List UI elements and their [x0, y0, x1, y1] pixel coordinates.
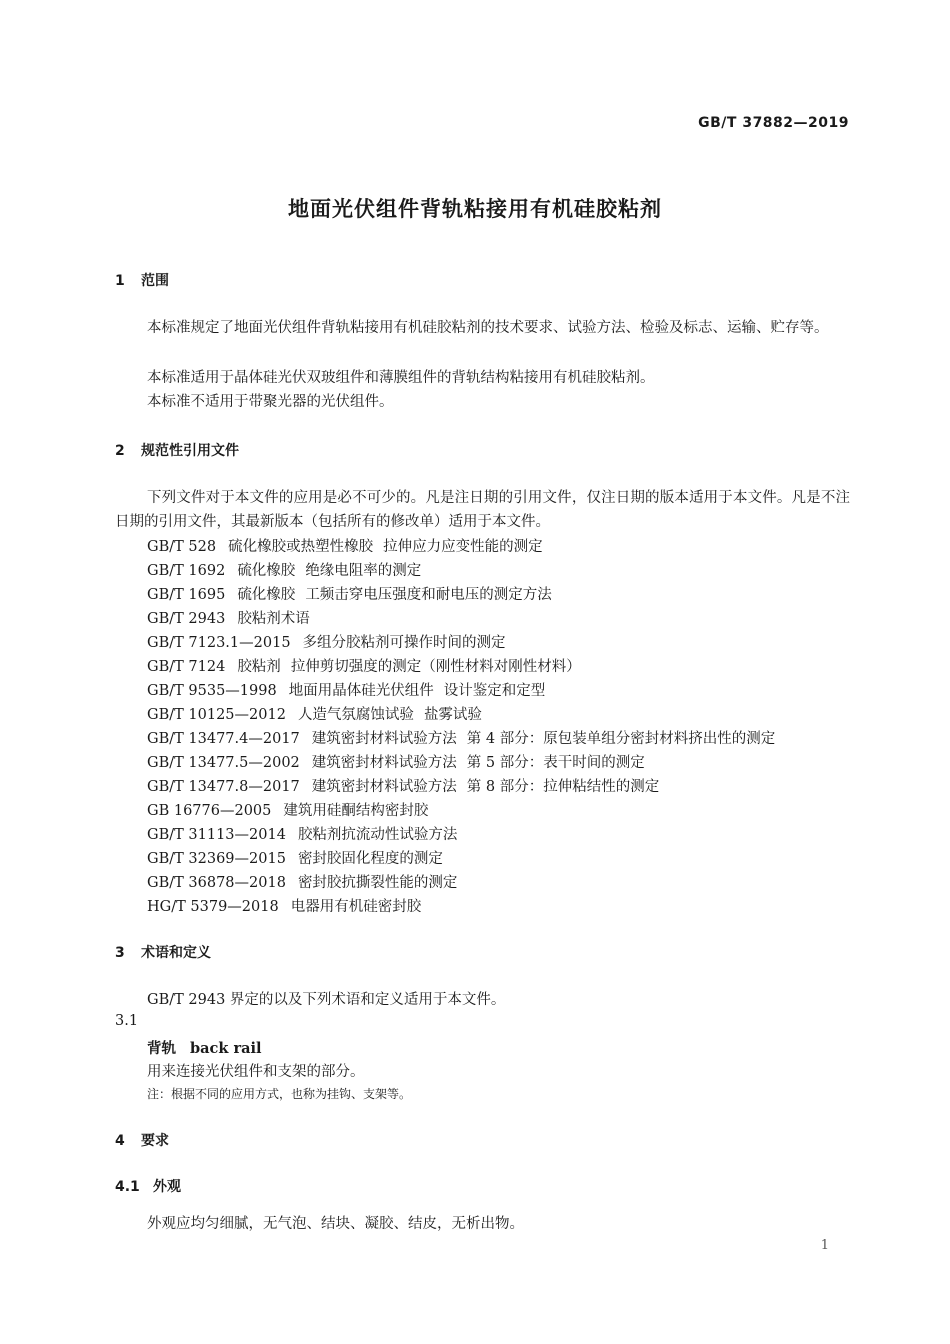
reference-title: 拉伸应力应变性能的测定	[383, 539, 543, 555]
reference-item	[147, 823, 467, 844]
reference-title: 胶粘剂术语	[237, 611, 310, 627]
reference-title: 硫化橡胶或热塑性橡胶	[228, 539, 374, 555]
reference-title: 人造气氛腐蚀试验	[297, 707, 414, 723]
reference-item	[147, 895, 431, 916]
section-title: 范围	[141, 273, 169, 289]
section-heading-requirements	[115, 1130, 169, 1150]
reference-item	[147, 703, 492, 724]
reference-title: 建筑密封材料试验方法	[311, 755, 457, 771]
reference-item	[147, 871, 467, 892]
term-english: back rail	[190, 1040, 262, 1057]
section-number: 2	[115, 443, 125, 459]
term-definition: 用来连接光伏组件和支架的部分。	[147, 1064, 365, 1080]
reference-title: 密封胶固化程度的测定	[297, 851, 443, 867]
reference-code: GB/T 31113—2014	[147, 827, 286, 843]
reference-code: GB/T 36878—2018	[147, 875, 286, 891]
reference-item	[147, 583, 562, 604]
section-heading-references	[115, 440, 239, 460]
section-title: 要求	[141, 1133, 169, 1149]
reference-code: GB/T 528	[147, 539, 217, 555]
standard-number: GB/T 37882—2019	[698, 115, 849, 131]
reference-item	[147, 559, 431, 580]
term-number: 3.1	[115, 1013, 139, 1029]
reference-title: 硫化橡胶	[237, 587, 296, 603]
term-chinese: 背轨	[147, 1041, 176, 1057]
reference-code: GB/T 32369—2015	[147, 851, 286, 867]
reference-title: 盐雾试验	[423, 707, 482, 723]
reference-item	[147, 607, 320, 628]
reference-title: 硫化橡胶	[237, 563, 296, 579]
reference-item	[147, 847, 453, 868]
references-intro: 下列文件对于本文件的应用是必不可少的。凡是注日期的引用文件，仅注日期的版本适用于本文件。凡是不注日期的引用文件，其最新版本（包括所有的修改单）适用于本文件。	[115, 490, 850, 530]
reference-title: 绝缘电阻率的测定	[305, 563, 422, 579]
reference-title: 第 4 部分：原包装单组分密封材料挤出性的测定	[466, 731, 776, 747]
reference-code: GB/T 9535—1998	[147, 683, 277, 699]
subsection-title: 外观	[153, 1179, 181, 1195]
reference-title: 第 8 部分：拉伸粘结性的测定	[466, 779, 660, 795]
reference-code: GB/T 2943	[147, 611, 226, 627]
reference-item	[147, 751, 655, 772]
reference-code: GB/T 10125—2012	[147, 707, 286, 723]
reference-title: 多组分胶粘剂可操作时间的测定	[302, 635, 506, 651]
reference-title: 地面用晶体硅光伏组件	[288, 683, 434, 699]
subsection-number: 4.1	[115, 1179, 140, 1195]
reference-code: GB/T 7124	[147, 659, 226, 675]
reference-code: GB/T 1692	[147, 563, 226, 579]
section-title: 规范性引用文件	[141, 443, 239, 459]
document-title: 地面光伏组件背轨粘接用有机硅胶粘剂	[288, 197, 662, 221]
reference-title: 建筑密封材料试验方法	[311, 779, 457, 795]
reference-code: GB/T 1695	[147, 587, 226, 603]
section-number: 3	[115, 945, 125, 961]
reference-title: 密封胶抗撕裂性能的测定	[297, 875, 458, 891]
term-note: 注：根据不同的应用方式，也称为挂钩、支架等。	[147, 1087, 412, 1101]
reference-code: GB/T 13477.4—2017	[147, 731, 300, 747]
reference-code: GB 16776—2005	[147, 803, 272, 819]
reference-title: 胶粘剂抗流动性试验方法	[297, 827, 458, 843]
scope-paragraph-2: 本标准适用于晶体硅光伏双玻组件和薄膜组件的背轨结构粘接用有机硅胶粘剂。	[147, 370, 655, 386]
section-title: 术语和定义	[141, 945, 211, 961]
section-heading-scope	[115, 270, 169, 290]
reference-title: 设计鉴定和定型	[443, 683, 546, 699]
appearance-text: 外观应均匀细腻，无气泡、结块、凝胶、结皮，无析出物。	[147, 1216, 524, 1232]
reference-title: 工频击穿电压强度和耐电压的测定方法	[305, 587, 552, 603]
reference-code: GB/T 13477.8—2017	[147, 779, 300, 795]
reference-item	[147, 631, 516, 652]
reference-code: GB/T 7123.1—2015	[147, 635, 291, 651]
reference-title: 电器用有机硅密封胶	[290, 899, 422, 915]
term-entry	[147, 1037, 262, 1058]
section-number: 4	[115, 1133, 125, 1149]
reference-item	[147, 679, 555, 700]
reference-item	[147, 799, 438, 820]
section-heading-terms	[115, 942, 211, 962]
terms-intro: GB/T 2943 界定的以及下列术语和定义适用于本文件。	[147, 992, 506, 1008]
scope-paragraph-3: 本标准不适用于带聚光器的光伏组件。	[147, 394, 394, 410]
page-number: 1	[820, 1238, 829, 1253]
reference-title: 拉伸剪切强度的测定（刚性材料对刚性材料）	[290, 659, 581, 675]
reference-title: 胶粘剂	[237, 659, 281, 675]
section-number: 1	[115, 273, 125, 289]
reference-item	[147, 655, 591, 676]
subsection-heading-appearance	[115, 1176, 181, 1196]
reference-title: 第 5 部分：表干时间的测定	[466, 755, 645, 771]
reference-title: 建筑密封材料试验方法	[311, 731, 457, 747]
reference-item	[147, 775, 669, 796]
reference-code: HG/T 5379—2018	[147, 899, 279, 915]
scope-paragraph-1: 本标准规定了地面光伏组件背轨粘接用有机硅胶粘剂的技术要求、试验方法、检验及标志、运输、贮存等。	[147, 320, 829, 336]
reference-code: GB/T 13477.5—2002	[147, 755, 300, 771]
reference-title: 建筑用硅酮结构密封胶	[283, 803, 429, 819]
reference-item	[147, 535, 553, 556]
reference-item	[147, 727, 785, 748]
